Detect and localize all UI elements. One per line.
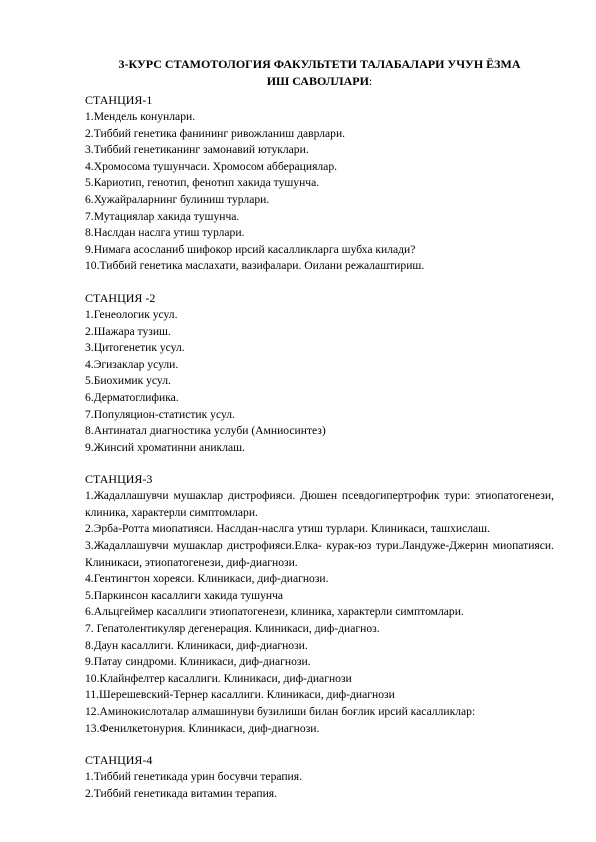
question-sections [85, 92, 554, 802]
question-item: 9.Жинсий хроматинни аниклаш. [85, 440, 245, 454]
document-page [85, 56, 554, 802]
title-line-2-text: ИШ САВОЛЛАРИ [266, 74, 369, 88]
question-item: 11.Шерешевский-Тернер касаллиги. Клиникаси, диф-диагнози [85, 688, 395, 702]
question-item: 4.Хромосома тушунчаси. Хромосом абберациялар. [85, 159, 338, 173]
question-item: 2.Тиббий генетикада витамин терапия. [85, 786, 278, 800]
question-item: 5.Кариотип, генотип, фенотип хакида тушунча. [85, 176, 320, 190]
question-item: 10.Клайнфелтер касаллиги. Клиникаси, диф-диагнози [85, 671, 352, 685]
question-item: 3.Жадаллашувчи мушаклар дистрофияси.Елка- курак-юз тури.Ландуже-Джерин миопатияси. Клиникаси, этиопатогенези, диф-диагнози. [85, 539, 554, 569]
question-item: 8.Наслдан наслга утиш турлари. [85, 226, 245, 240]
station-section [85, 471, 554, 737]
title-line-2 [85, 73, 554, 90]
question-item: 4.Гентингтон хореяси. Клиникаси, диф-диагнози. [85, 572, 329, 586]
station-heading: СТАНЦИЯ-1 [85, 93, 153, 107]
question-item: 7.Мутациялар хакида тушунча. [85, 209, 240, 223]
question-item: 8.Даун касаллиги. Клиникаси, диф-диагнози. [85, 638, 308, 652]
question-item: 1.Тиббий генетикада урин босувчи терапия. [85, 770, 302, 784]
question-item: 6.Дерматоглифика. [85, 390, 179, 404]
question-item: 10.Тиббий генетика маслахати, вазифалари. Оилани режалаштириш. [85, 259, 425, 273]
title-line-2-suffix: : [368, 74, 373, 88]
station-heading: СТАНЦИЯ-4 [85, 753, 153, 768]
question-item: 2.Тиббий генетика фанининг ривожланиш даврлари. [85, 126, 346, 140]
station-heading: СТАНЦИЯ -2 [85, 290, 156, 305]
question-item: 6.Хужайраларнинг булиниш турлари. [85, 192, 270, 206]
question-item: 6.Альцгеймер касаллиги этиопатогенези, клиника, характерли симптомлари. [85, 605, 464, 619]
question-item: 2.Эрба-Ротта миопатияси. Наслдан-наслга утиш турлари. Клиникаси, ташхислаш. [85, 522, 490, 536]
question-item: 7. Гепатолентикуляр дегенерация. Клиникаси, диф-диагноз. [85, 622, 380, 636]
title-line-1: 3-КУРС СТАМОТОЛОГИЯ ФАКУЛЬТЕТИ ТАЛАБАЛАРИ УЧУН ЁЗМА [118, 57, 521, 71]
question-item: 12.Аминокислоталар алмашинуви бузилиши билан боғлик ирсий касалликлар: [85, 705, 476, 718]
question-item: 3.Тиббий генетиканинг замонавий ютуклари. [85, 143, 309, 157]
station-section [85, 290, 554, 456]
question-item: 13.Фенилкетонурия. Клиникаси, диф-диагнози. [85, 721, 320, 735]
station-section [85, 92, 554, 275]
question-item: 5.Паркинсон касаллиги хакида тушунча [85, 588, 284, 602]
question-item: 2.Шажара тузиш. [85, 324, 171, 338]
document-title [85, 56, 554, 90]
question-item: 8.Антинатал диагностика услуби (Амниосинтез) [85, 424, 326, 438]
question-item: 1.Генеологик усул. [85, 307, 178, 321]
station-section [85, 752, 554, 802]
question-item: 7.Популяцион-статистик усул. [85, 407, 235, 421]
question-item: 1.Мендель конунлари. [85, 110, 196, 123]
question-item: 9.Нимага асосланиб шифокор ирсий касалликларга шубха килади? [85, 242, 416, 256]
question-item: 1.Жадаллашувчи мушаклар дистрофияси. Дюшен псевдогипертрофик тури: этиопатогенези, клиника, характерли симптомлари. [85, 489, 554, 519]
station-heading: СТАНЦИЯ-3 [85, 472, 153, 487]
question-item: 5.Биохимик усул. [85, 374, 171, 388]
question-item: 4.Эгизаклар усули. [85, 357, 179, 371]
question-item: 3.Цитогенетик усул. [85, 341, 185, 355]
question-item: 9.Патау синдроми. Клиникаси, диф-диагнози. [85, 655, 311, 669]
